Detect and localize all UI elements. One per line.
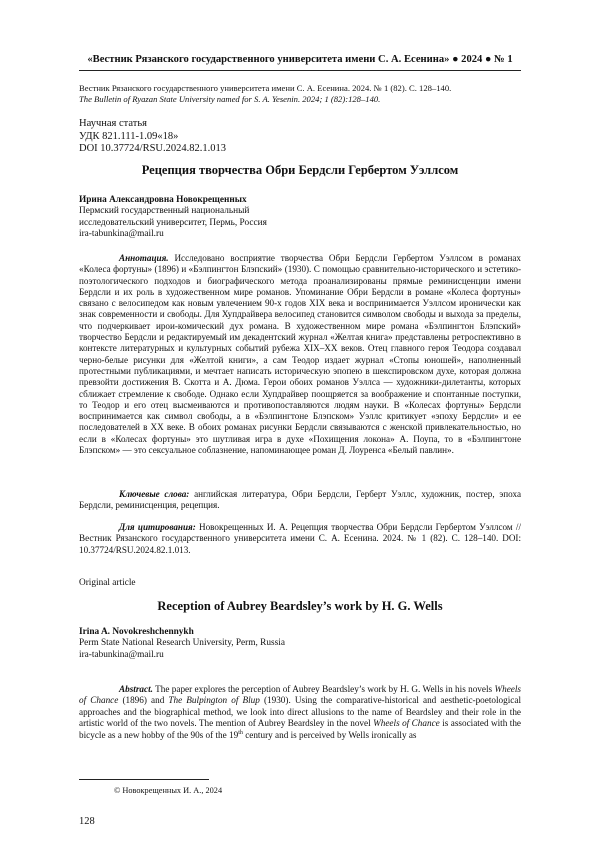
- running-header: «Вестник Рязанского государственного университета имени С. А. Есенина» ● 2024 ● № 1: [87, 54, 513, 65]
- article-title-ru: Рецепция творчества Обри Бердсли Гербертом Уэллсом: [141, 163, 459, 177]
- novel-title-bulpington: The Bulpington of Blup: [168, 695, 260, 706]
- abstract-en-part2: (1896) and: [122, 695, 165, 706]
- abstract-en: [79, 684, 521, 741]
- abstract-text-ru: Исследовано восприятие творчества Обри Бердсли Гербертом Уэллсом в романах «Колеса фортуны» (1896) и «Бэлпингтон Блэпский» (1930). С помощью сравнительно-исторического и эстетико-поэтологического подходов и биографического метода проанализированы прямые реминисценции имени Бердсли и их роль в художественном мире романов. Упоминание Обри Бердсли в романе «Колеса фортуны» связано с велосипедом как новым увлечением 90-х годов XIX века и воспринимается Уэллсом иронически как знак современности и свободы. Для Хупдрайвера велосипед становится символом свободы и выхода за пределы, что подчеркивает ирои-комический дух романа. В художественном мире романа «Бэлпингтон Блэпский» творчество Бердсли и редактируемый им декадентский журнал «Желтая книга» представлены ретроспективно в контексте литературных и культурных событий рубежа XIX–XX веков. Отец главного героя Теодора создавал черно-белые рисунки для «Желтой книги», а сам Теодор издает журнал «Стопы юношей», наполненный протестными публикациями, и мечтает написать историческую эпопею в шекспировском духе, которая должна превзойти достижения В. Скотта и А. Дюма. Герои обоих романов Уэллса — художники-дилетанты, которых сближает стремление к свободе. Однако если Хупдрайвер поощряется за воображение и спонтанные поступки, то Теодор и его отец высмеиваются и противопоставляются людям науки. В «Колесах фортуны» Бердсли воспринимается как символ свободы, а в «Бэлпингтоне Блэпском» Уэллс критикует «эпоху Бердсли» и ее последователей в XX веке. В обоих романах рисунки Бердсли связываются с женской привлекательностью, но если в «Колесах фортуны» это шутливая игра в духе «Похищения локона» А. Поупа, то в «Бэлпингтоне Блэпском» — это сексуальное соблазнение, напоминающее роман Д. Лоуренса «Белый павлин».: [79, 253, 521, 456]
- author-block-en: [79, 627, 379, 661]
- biblio-ru: Вестник Рязанского государственного университета имени С. А. Есенина. 2024. № 1 (82). С. 128–140.: [79, 83, 452, 93]
- keywords-label-ru: Ключевые слова:: [119, 489, 190, 499]
- doi: DOI 10.37724/RSU.2024.82.1.013: [79, 143, 227, 154]
- author-name-en: Irina A. Novokreshchennykh: [79, 627, 194, 637]
- biblio-en: The Bulletin of Ryazan State University named for S. A. Yesenin. 2024; 1 (82):128–140.: [79, 94, 381, 104]
- author-block-ru: [79, 195, 379, 241]
- bibliographic-info: [79, 83, 521, 105]
- ordinal-suffix: th: [238, 729, 243, 736]
- keywords-ru: [79, 489, 521, 512]
- copyright-footnote: © Новокрещенных И. А., 2024: [114, 786, 223, 795]
- udk-code: УДК 821.111-1.09«18»: [79, 130, 179, 142]
- citation-label-ru: Для цитирования:: [119, 522, 196, 532]
- footnote-rule: [79, 779, 209, 780]
- abstract-en-part4: is associated with the bicycle as a new hobby of the 90s of the 19: [79, 718, 521, 740]
- abstract-en-part1: The paper explores the perception of Aubrey Beardsley’s work by H. G. Wells in his novels: [155, 684, 493, 694]
- affiliation-en: Perm State National Research University, Perm, Russia: [79, 638, 285, 649]
- page-number: 128: [79, 816, 95, 827]
- article-title-en: Reception of Aubrey Beardsley’s work by H. G. Wells: [157, 599, 443, 613]
- novel-title-wheels-of-chance: Wheels of Chance: [79, 684, 521, 706]
- abstract-label-ru: Аннотация.: [119, 253, 169, 263]
- article-type-en: Original article: [79, 578, 136, 588]
- article-type-ru: Научная статья: [79, 118, 147, 129]
- keywords-text-ru: английская литература, Обри Бердсли, Герберт Уэллс, художник, постер, эпоха Бердсли, реминисценция, рецепция.: [79, 489, 522, 511]
- author-email-ru[interactable]: ira-tabunkina@mail.ru: [79, 229, 164, 240]
- abstract-en-part5: century and is perceived by Wells ironically as: [245, 729, 417, 740]
- author-email-en[interactable]: ira-tabunkina@mail.ru: [79, 649, 164, 660]
- abstract-en-part3: (1930). Using the comparative-historical and aesthetic-poetological approaches and the biographical method, we look into direct allusions to the name of Beardsley and their role in the artistic world of the two novels. The mention of Aubrey Beardsley in the novel: [79, 695, 521, 729]
- citation-ru: [79, 522, 521, 556]
- author-name-ru: Ирина Александровна Новокрещенных: [79, 195, 247, 205]
- novel-title-wheels-of-chance-2: Wheels of Chance: [373, 718, 440, 729]
- affiliation-ru-line2: исследовательский университет, Пермь, Россия: [79, 217, 267, 228]
- affiliation-ru-line1: Пермский государственный национальный: [79, 206, 250, 217]
- citation-text-ru: Новокрещенных И. А. Рецепция творчества Обри Бердсли Гербертом Уэллсом // Вестник Рязанского государственного университета имени С. А. Есенина. 2024. № 1 (82). С. 128–140. DOI: 10.37724/RSU.2024.82.1.013.: [79, 522, 521, 555]
- abstract-ru: [79, 253, 521, 456]
- header-rule: [79, 70, 521, 71]
- article-meta: [79, 118, 521, 156]
- abstract-label-en: Abstract.: [119, 684, 153, 694]
